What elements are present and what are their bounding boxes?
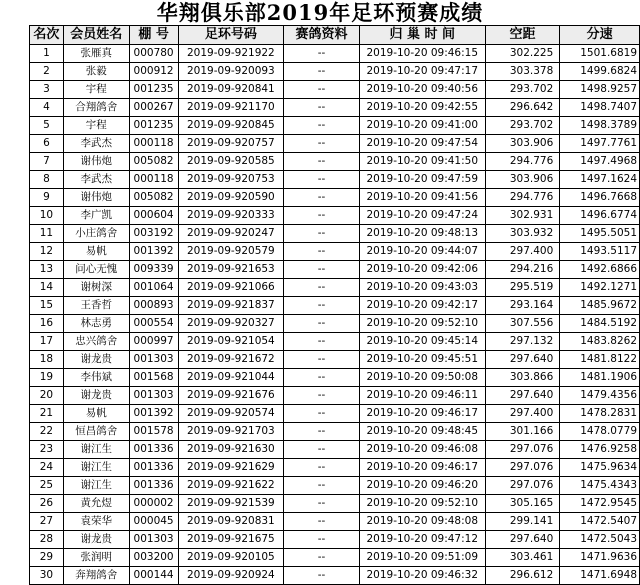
cell-arrival-time: 2019-10-20 09:46:32 <box>359 567 485 585</box>
cell-rank: 26 <box>30 495 64 513</box>
cell-rank: 8 <box>30 171 64 189</box>
cell-rank: 5 <box>30 117 64 135</box>
cell-ring-number: 2019-09-920831 <box>178 513 284 531</box>
cell-distance: 303.932 <box>485 225 560 243</box>
cell-ring-number: 2019-09-921837 <box>178 297 284 315</box>
cell-rank: 12 <box>30 243 64 261</box>
cell-arrival-time: 2019-10-20 09:42:55 <box>359 99 485 117</box>
cell-rank: 3 <box>30 81 64 99</box>
cell-ring-number: 2019-09-920574 <box>178 405 284 423</box>
cell-member-name: 张毅 <box>63 63 129 81</box>
cell-loft-number: 000997 <box>129 333 178 351</box>
cell-pigeon-info: -- <box>284 153 360 171</box>
cell-speed: 1496.7668 <box>560 189 640 207</box>
cell-speed: 1492.6866 <box>560 261 640 279</box>
cell-loft-number: 000780 <box>129 45 178 63</box>
cell-member-name: 李伟斌 <box>63 369 129 387</box>
table-row <box>30 225 640 243</box>
cell-arrival-time: 2019-10-20 09:47:17 <box>359 63 485 81</box>
cell-rank: 23 <box>30 441 64 459</box>
cell-loft-number: 001303 <box>129 351 178 369</box>
cell-loft-number: 000912 <box>129 63 178 81</box>
cell-member-name: 忠兴鸽舍 <box>63 333 129 351</box>
cell-loft-number: 000045 <box>129 513 178 531</box>
cell-arrival-time: 2019-10-20 09:46:17 <box>359 405 485 423</box>
cell-loft-number: 001578 <box>129 423 178 441</box>
cell-rank: 20 <box>30 387 64 405</box>
cell-speed: 1483.8262 <box>560 333 640 351</box>
cell-distance: 293.702 <box>485 81 560 99</box>
cell-member-name: 谢伟炮 <box>63 153 129 171</box>
cell-pigeon-info: -- <box>284 495 360 513</box>
cell-ring-number: 2019-09-920333 <box>178 207 284 225</box>
cell-member-name: 宇程 <box>63 81 129 99</box>
cell-member-name: 易帆 <box>63 243 129 261</box>
cell-pigeon-info: -- <box>284 315 360 333</box>
cell-rank: 11 <box>30 225 64 243</box>
header-distance: 空距 <box>485 26 560 45</box>
cell-ring-number: 2019-09-920841 <box>178 81 284 99</box>
cell-loft-number: 001064 <box>129 279 178 297</box>
table-row <box>30 45 640 63</box>
cell-pigeon-info: -- <box>284 135 360 153</box>
cell-arrival-time: 2019-10-20 09:41:56 <box>359 189 485 207</box>
cell-loft-number: 001568 <box>129 369 178 387</box>
cell-distance: 297.640 <box>485 387 560 405</box>
cell-ring-number: 2019-09-921676 <box>178 387 284 405</box>
cell-loft-number: 000604 <box>129 207 178 225</box>
cell-speed: 1495.5051 <box>560 225 640 243</box>
cell-arrival-time: 2019-10-20 09:45:51 <box>359 351 485 369</box>
cell-distance: 305.165 <box>485 495 560 513</box>
cell-arrival-time: 2019-10-20 09:43:03 <box>359 279 485 297</box>
cell-pigeon-info: -- <box>284 549 360 567</box>
table-row <box>30 135 640 153</box>
table-row <box>30 171 640 189</box>
cell-member-name: 黄允煜 <box>63 495 129 513</box>
table-row <box>30 207 640 225</box>
cell-rank: 17 <box>30 333 64 351</box>
cell-loft-number: 000554 <box>129 315 178 333</box>
table-row <box>30 459 640 477</box>
cell-distance: 302.225 <box>485 45 560 63</box>
cell-speed: 1485.9672 <box>560 297 640 315</box>
cell-member-name: 张润明 <box>63 549 129 567</box>
cell-ring-number: 2019-09-921653 <box>178 261 284 279</box>
cell-ring-number: 2019-09-921922 <box>178 45 284 63</box>
cell-ring-number: 2019-09-921629 <box>178 459 284 477</box>
cell-distance: 297.400 <box>485 243 560 261</box>
cell-member-name: 宇程 <box>63 117 129 135</box>
cell-pigeon-info: -- <box>284 387 360 405</box>
cell-member-name: 谢江生 <box>63 441 129 459</box>
cell-speed: 1499.6824 <box>560 63 640 81</box>
cell-speed: 1484.5192 <box>560 315 640 333</box>
cell-member-name: 易帆 <box>63 405 129 423</box>
cell-distance: 297.076 <box>485 441 560 459</box>
cell-loft-number: 005082 <box>129 189 178 207</box>
cell-arrival-time: 2019-10-20 09:47:24 <box>359 207 485 225</box>
cell-pigeon-info: -- <box>284 441 360 459</box>
cell-arrival-time: 2019-10-20 09:46:20 <box>359 477 485 495</box>
table-row <box>30 567 640 585</box>
cell-member-name: 恒昌鸽舍 <box>63 423 129 441</box>
cell-loft-number: 001336 <box>129 459 178 477</box>
cell-member-name: 林志勇 <box>63 315 129 333</box>
cell-ring-number: 2019-09-920579 <box>178 243 284 261</box>
cell-speed: 1493.5117 <box>560 243 640 261</box>
table-row <box>30 441 640 459</box>
cell-arrival-time: 2019-10-20 09:51:09 <box>359 549 485 567</box>
cell-speed: 1472.5407 <box>560 513 640 531</box>
cell-arrival-time: 2019-10-20 09:48:13 <box>359 225 485 243</box>
cell-loft-number: 000144 <box>129 567 178 585</box>
cell-speed: 1475.9634 <box>560 459 640 477</box>
cell-ring-number: 2019-09-921539 <box>178 495 284 513</box>
table-row <box>30 513 640 531</box>
table-row <box>30 63 640 81</box>
cell-arrival-time: 2019-10-20 09:42:06 <box>359 261 485 279</box>
cell-member-name: 张雁真 <box>63 45 129 63</box>
cell-loft-number: 000893 <box>129 297 178 315</box>
cell-arrival-time: 2019-10-20 09:44:07 <box>359 243 485 261</box>
cell-pigeon-info: -- <box>284 369 360 387</box>
cell-ring-number: 2019-09-920585 <box>178 153 284 171</box>
cell-pigeon-info: -- <box>284 405 360 423</box>
header-arrival-time: 归 巢 时 间 <box>359 26 485 45</box>
cell-loft-number: 000118 <box>129 135 178 153</box>
header-row <box>30 26 640 45</box>
cell-member-name: 合翔鸽舍 <box>63 99 129 117</box>
cell-distance: 297.640 <box>485 351 560 369</box>
cell-loft-number: 001336 <box>129 441 178 459</box>
cell-arrival-time: 2019-10-20 09:52:10 <box>359 495 485 513</box>
cell-loft-number: 005082 <box>129 153 178 171</box>
cell-speed: 1496.6774 <box>560 207 640 225</box>
table-row <box>30 81 640 99</box>
cell-member-name: 王香哲 <box>63 297 129 315</box>
cell-rank: 30 <box>30 567 64 585</box>
cell-ring-number: 2019-09-920757 <box>178 135 284 153</box>
cell-arrival-time: 2019-10-20 09:52:10 <box>359 315 485 333</box>
cell-rank: 10 <box>30 207 64 225</box>
cell-speed: 1492.1271 <box>560 279 640 297</box>
cell-rank: 27 <box>30 513 64 531</box>
table-row <box>30 549 640 567</box>
cell-ring-number: 2019-09-921170 <box>178 99 284 117</box>
cell-ring-number: 2019-09-920753 <box>178 171 284 189</box>
cell-arrival-time: 2019-10-20 09:46:08 <box>359 441 485 459</box>
cell-loft-number: 003192 <box>129 225 178 243</box>
table-row <box>30 261 640 279</box>
cell-pigeon-info: -- <box>284 189 360 207</box>
cell-loft-number: 000002 <box>129 495 178 513</box>
cell-pigeon-info: -- <box>284 459 360 477</box>
cell-loft-number: 001235 <box>129 117 178 135</box>
cell-speed: 1498.9257 <box>560 81 640 99</box>
cell-ring-number: 2019-09-921675 <box>178 531 284 549</box>
cell-ring-number: 2019-09-920247 <box>178 225 284 243</box>
cell-distance: 295.519 <box>485 279 560 297</box>
cell-member-name: 谢龙贵 <box>63 351 129 369</box>
cell-speed: 1501.6819 <box>560 45 640 63</box>
cell-arrival-time: 2019-10-20 09:50:08 <box>359 369 485 387</box>
cell-member-name: 李武杰 <box>63 135 129 153</box>
cell-ring-number: 2019-09-920590 <box>178 189 284 207</box>
results-body <box>30 45 640 585</box>
header-rank: 名次 <box>30 26 64 45</box>
cell-speed: 1472.9545 <box>560 495 640 513</box>
cell-rank: 9 <box>30 189 64 207</box>
cell-arrival-time: 2019-10-20 09:48:08 <box>359 513 485 531</box>
cell-pigeon-info: -- <box>284 423 360 441</box>
cell-arrival-time: 2019-10-20 09:42:17 <box>359 297 485 315</box>
cell-ring-number: 2019-09-920093 <box>178 63 284 81</box>
cell-speed: 1476.9258 <box>560 441 640 459</box>
cell-arrival-time: 2019-10-20 09:48:45 <box>359 423 485 441</box>
cell-speed: 1478.0779 <box>560 423 640 441</box>
cell-arrival-time: 2019-10-20 09:46:15 <box>359 45 485 63</box>
cell-rank: 18 <box>30 351 64 369</box>
table-row <box>30 279 640 297</box>
cell-loft-number: 000267 <box>129 99 178 117</box>
table-row <box>30 117 640 135</box>
table-row <box>30 477 640 495</box>
cell-arrival-time: 2019-10-20 09:41:50 <box>359 153 485 171</box>
cell-speed: 1497.4968 <box>560 153 640 171</box>
cell-rank: 1 <box>30 45 64 63</box>
cell-distance: 294.776 <box>485 189 560 207</box>
cell-member-name: 李武杰 <box>63 171 129 189</box>
cell-rank: 15 <box>30 297 64 315</box>
cell-distance: 303.906 <box>485 171 560 189</box>
cell-speed: 1498.7407 <box>560 99 640 117</box>
cell-speed: 1471.9636 <box>560 549 640 567</box>
cell-rank: 16 <box>30 315 64 333</box>
cell-speed: 1475.4343 <box>560 477 640 495</box>
cell-pigeon-info: -- <box>284 225 360 243</box>
table-row <box>30 297 640 315</box>
cell-arrival-time: 2019-10-20 09:47:12 <box>359 531 485 549</box>
cell-member-name: 谢树深 <box>63 279 129 297</box>
cell-speed: 1497.7761 <box>560 135 640 153</box>
cell-distance: 303.866 <box>485 369 560 387</box>
cell-pigeon-info: -- <box>284 45 360 63</box>
cell-distance: 297.132 <box>485 333 560 351</box>
cell-ring-number: 2019-09-920924 <box>178 567 284 585</box>
header-loft-number: 棚 号 <box>129 26 178 45</box>
cell-member-name: 谢龙贵 <box>63 387 129 405</box>
cell-ring-number: 2019-09-921630 <box>178 441 284 459</box>
cell-member-name: 问心无愧 <box>63 261 129 279</box>
cell-speed: 1481.8122 <box>560 351 640 369</box>
cell-ring-number: 2019-09-921622 <box>178 477 284 495</box>
cell-rank: 6 <box>30 135 64 153</box>
cell-pigeon-info: -- <box>284 567 360 585</box>
cell-rank: 21 <box>30 405 64 423</box>
cell-distance: 303.461 <box>485 549 560 567</box>
cell-rank: 7 <box>30 153 64 171</box>
cell-rank: 13 <box>30 261 64 279</box>
cell-distance: 303.378 <box>485 63 560 81</box>
cell-member-name: 谢伟炮 <box>63 189 129 207</box>
cell-arrival-time: 2019-10-20 09:40:56 <box>359 81 485 99</box>
cell-pigeon-info: -- <box>284 117 360 135</box>
cell-arrival-time: 2019-10-20 09:46:11 <box>359 387 485 405</box>
table-row <box>30 315 640 333</box>
cell-pigeon-info: -- <box>284 333 360 351</box>
cell-distance: 294.776 <box>485 153 560 171</box>
cell-rank: 25 <box>30 477 64 495</box>
header-pigeon-info: 赛鸽资料 <box>284 26 360 45</box>
cell-member-name: 李广凯 <box>63 207 129 225</box>
cell-distance: 294.216 <box>485 261 560 279</box>
cell-rank: 22 <box>30 423 64 441</box>
cell-loft-number: 003200 <box>129 549 178 567</box>
cell-pigeon-info: -- <box>284 99 360 117</box>
cell-rank: 28 <box>30 531 64 549</box>
cell-distance: 299.141 <box>485 513 560 531</box>
cell-distance: 297.076 <box>485 477 560 495</box>
cell-distance: 302.931 <box>485 207 560 225</box>
cell-distance: 293.164 <box>485 297 560 315</box>
cell-arrival-time: 2019-10-20 09:41:00 <box>359 117 485 135</box>
table-row <box>30 99 640 117</box>
cell-arrival-time: 2019-10-20 09:47:54 <box>359 135 485 153</box>
table-row <box>30 189 640 207</box>
cell-distance: 297.640 <box>485 531 560 549</box>
table-row <box>30 333 640 351</box>
cell-rank: 19 <box>30 369 64 387</box>
table-row <box>30 243 640 261</box>
cell-distance: 296.642 <box>485 99 560 117</box>
cell-arrival-time: 2019-10-20 09:46:17 <box>359 459 485 477</box>
cell-loft-number: 000118 <box>129 171 178 189</box>
header-speed: 分速 <box>560 26 640 45</box>
cell-ring-number: 2019-09-921066 <box>178 279 284 297</box>
cell-loft-number: 001392 <box>129 405 178 423</box>
cell-distance: 297.076 <box>485 459 560 477</box>
cell-pigeon-info: -- <box>284 207 360 225</box>
table-row <box>30 423 640 441</box>
table-row <box>30 405 640 423</box>
page-title: 华翔俱乐部2019年足环预赛成绩 <box>156 0 484 25</box>
cell-pigeon-info: -- <box>284 171 360 189</box>
cell-speed: 1472.5043 <box>560 531 640 549</box>
cell-speed: 1478.2831 <box>560 405 640 423</box>
cell-rank: 4 <box>30 99 64 117</box>
cell-ring-number: 2019-09-921672 <box>178 351 284 369</box>
cell-member-name: 谢江生 <box>63 459 129 477</box>
cell-pigeon-info: -- <box>284 513 360 531</box>
header-member-name: 会员姓名 <box>63 26 129 45</box>
cell-speed: 1479.4356 <box>560 387 640 405</box>
cell-member-name: 奔翔鸽舍 <box>63 567 129 585</box>
cell-loft-number: 001303 <box>129 387 178 405</box>
cell-speed: 1497.1624 <box>560 171 640 189</box>
cell-pigeon-info: -- <box>284 63 360 81</box>
cell-speed: 1481.1906 <box>560 369 640 387</box>
cell-distance: 296.612 <box>485 567 560 585</box>
cell-loft-number: 001392 <box>129 243 178 261</box>
cell-member-name: 谢江生 <box>63 477 129 495</box>
cell-rank: 24 <box>30 459 64 477</box>
cell-pigeon-info: -- <box>284 477 360 495</box>
cell-pigeon-info: -- <box>284 243 360 261</box>
cell-member-name: 谢龙贵 <box>63 531 129 549</box>
cell-arrival-time: 2019-10-20 09:47:59 <box>359 171 485 189</box>
table-row <box>30 387 640 405</box>
cell-pigeon-info: -- <box>284 531 360 549</box>
cell-loft-number: 001303 <box>129 531 178 549</box>
table-row <box>30 495 640 513</box>
header-ring-number: 足环号码 <box>178 26 284 45</box>
cell-speed: 1471.6948 <box>560 567 640 585</box>
cell-pigeon-info: -- <box>284 279 360 297</box>
cell-arrival-time: 2019-10-20 09:45:14 <box>359 333 485 351</box>
table-row <box>30 531 640 549</box>
cell-speed: 1498.3789 <box>560 117 640 135</box>
cell-loft-number: 001336 <box>129 477 178 495</box>
results-table <box>29 25 640 585</box>
cell-ring-number: 2019-09-921054 <box>178 333 284 351</box>
cell-ring-number: 2019-09-921044 <box>178 369 284 387</box>
cell-pigeon-info: -- <box>284 351 360 369</box>
cell-pigeon-info: -- <box>284 297 360 315</box>
cell-ring-number: 2019-09-921703 <box>178 423 284 441</box>
cell-distance: 301.166 <box>485 423 560 441</box>
cell-member-name: 袁荣华 <box>63 513 129 531</box>
cell-loft-number: 009339 <box>129 261 178 279</box>
cell-ring-number: 2019-09-920105 <box>178 549 284 567</box>
table-row <box>30 153 640 171</box>
cell-distance: 307.556 <box>485 315 560 333</box>
cell-pigeon-info: -- <box>284 81 360 99</box>
cell-distance: 303.906 <box>485 135 560 153</box>
table-row <box>30 369 640 387</box>
cell-distance: 297.400 <box>485 405 560 423</box>
cell-ring-number: 2019-09-920327 <box>178 315 284 333</box>
cell-pigeon-info: -- <box>284 261 360 279</box>
cell-loft-number: 001235 <box>129 81 178 99</box>
cell-rank: 29 <box>30 549 64 567</box>
cell-distance: 293.702 <box>485 117 560 135</box>
cell-member-name: 小庄鸽舍 <box>63 225 129 243</box>
cell-ring-number: 2019-09-920845 <box>178 117 284 135</box>
table-row <box>30 351 640 369</box>
cell-rank: 14 <box>30 279 64 297</box>
cell-rank: 2 <box>30 63 64 81</box>
